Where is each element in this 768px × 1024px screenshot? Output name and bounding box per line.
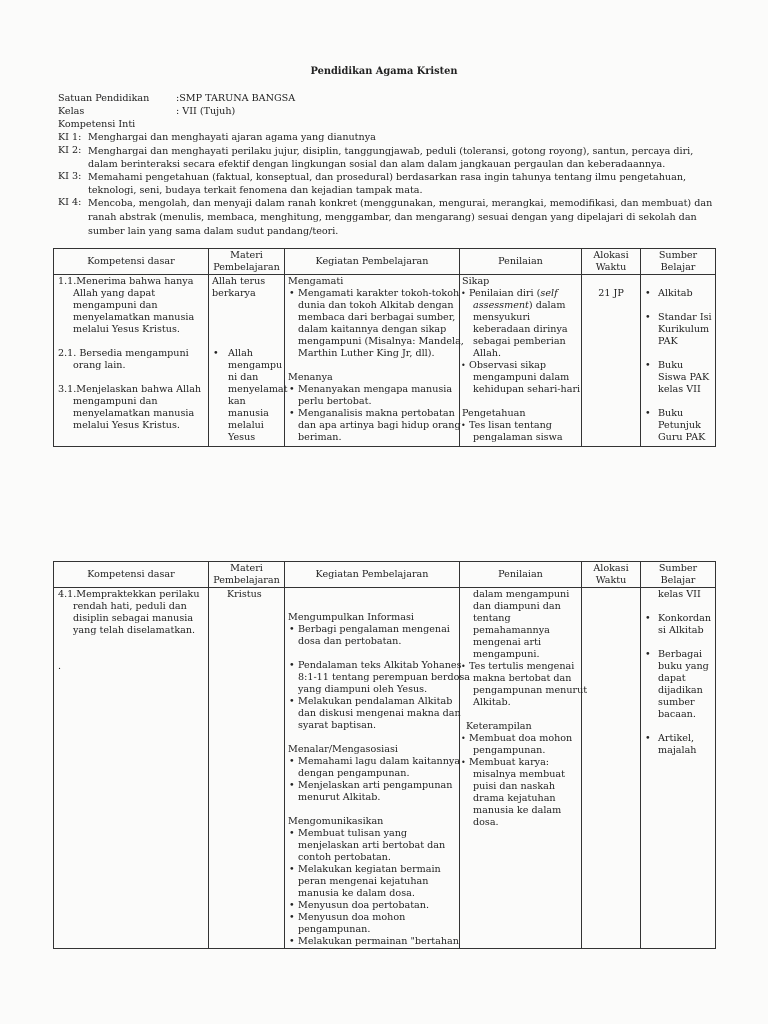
list-item: • Memahami lagu dalam kaitannya dengan pengampunan. bbox=[288, 756, 457, 780]
penilaian-cell: dalam mengampuni dan diampuni dan tentang pemahamannya mengenai arti mengampuni. • Tes tertulis mengenai makna bertobat dan pengampunan menurut Alkitab. Keterampilan • Membuat doa mohon pengampunan. • Membuat karya: misalnya membuat puisi dan naskah drama kejatuhan manusia ke dalam dosa. bbox=[460, 588, 582, 949]
ki-number: KI 3: bbox=[58, 171, 82, 182]
list-item: • Menyusun doa pertobatan. bbox=[288, 900, 457, 912]
kompetensi-dasar-cell: 1.1.Menerima bahwa hanya Allah yang dapat mengampuni dan menyelamatkan manusia melalui Yesus Kristus. 2.1. Bersedia mengampuni orang lain. 3.1.Menjelaskan bahwa Allah mengampuni dan menyelamatkan manusia melalui Yesus Kristus. bbox=[54, 275, 209, 447]
document-title: Pendidikan Agama Kristen bbox=[310, 66, 458, 77]
list-item: • Tes lisan tentang pengalaman siswa bbox=[462, 420, 579, 444]
list-item: • Berbagai buku yang dapat dijadikan sumber bacaan. bbox=[644, 649, 713, 721]
ki-number: KI 4: bbox=[58, 197, 82, 208]
ki-text-line: Memahami pengetahuan (faktual, konseptual, dan prosedural) berdasarkan rasa ingin tahunya tentang ilmu pengetahuan, bbox=[88, 172, 687, 183]
list-item: • Alkitab bbox=[644, 288, 713, 300]
sumber-cell bbox=[641, 275, 716, 447]
list-item: • Menyusun doa mohon pengampunan. bbox=[288, 912, 457, 936]
lesson-table-1 bbox=[53, 248, 716, 447]
ki-text-line: teknologi, seni, budaya terkait fenomena dan kejadian tampak mata. bbox=[88, 185, 423, 196]
list-item: • Observasi sikap mengampuni dalam kehidupan sehari-hari bbox=[462, 360, 579, 396]
list-item: • Berbagi pengalaman mengenai dosa dan pertobatan. bbox=[288, 624, 457, 648]
list-item: • Mengamati karakter tokoh-tokoh dunia dan tokoh Alkitab dengan membaca dari berbagai sumber, dalam kaitannya dengan sikap mengampuni (Misalnya: Mandela, Marthin Luther King Jr, dll). bbox=[288, 288, 457, 360]
ki-number: KI 2: bbox=[58, 145, 82, 156]
list-item: • Buku Siswa PAK kelas VII bbox=[644, 360, 713, 396]
satuan-pendidikan-value: :SMP TARUNA BANGSA bbox=[176, 93, 296, 104]
ki-text-line: dalam berinteraksi secara efektif dengan lingkungan sosial dan alam dalam jangkauan pergaulan dan keberadaannya. bbox=[88, 159, 666, 170]
list-item: • Melakukan pendalaman Alkitab dan diskusi mengenai makna dan syarat baptisan. bbox=[288, 696, 457, 732]
list-item: • Membuat tulisan yang menjelaskan arti bertobat dan contoh pertobatan. bbox=[288, 828, 457, 864]
kegiatan-cell: Mengumpulkan Informasi • Berbagi pengalaman mengenai dosa dan pertobatan. • Pendalaman teks Alkitab Yohanes 8:1-11 tentang perempuan berdosa yang diampuni oleh Yesus. • Melakukan pendalaman Alkitab dan diskusi mengenai makna dan syarat baptisan. Menalar/Mengasosiasi • Memahami lagu dalam kaitannya dengan pengampunan. • Menjelaskan arti pengampunan menurut Alkitab. Mengomunikasikan • Membuat tulisan yang menjelaskan arti bertobat dan contoh pertobatan. • Melakukan kegiatan bermain peran mengenai kejatuhan manusia ke dalam dosa. • Menyusun doa pertobatan. • Menyusun doa mohon pengampunan. • Melakukan permainan "bertahan bbox=[285, 588, 460, 949]
kegiatan-cell: Mengamati • Mengamati karakter tokoh-tokoh dunia dan tokoh Alkitab dengan membaca dari berbagai sumber, dalam kaitannya dengan sikap mengampuni (Misalnya: Mandela, Marthin Luther King Jr, dll). Menanya • Menanyakan mengapa manusia perlu bertobat. • Menganalisis makna pertobatan dan apa artinya bagi hidup orang beriman. bbox=[285, 275, 460, 447]
list-item: • Membuat doa mohon pengampunan. bbox=[462, 733, 579, 757]
alokasi-cell: 21 JP bbox=[582, 275, 641, 447]
header-materi: Materi Pembelajaran bbox=[209, 562, 285, 588]
header-kompetensi-dasar: Kompetensi dasar bbox=[54, 562, 209, 588]
ki-number: KI 1: bbox=[58, 132, 82, 143]
list-item: • Membuat karya: misalnya membuat puisi dan naskah drama kejatuhan manusia ke dalam dosa. bbox=[462, 757, 579, 829]
list-item: • Artikel, majalah bbox=[644, 733, 713, 757]
list-item: • Pendalaman teks Alkitab Yohanes 8:1-11 tentang perempuan berdosa yang diampuni oleh Yesus. bbox=[288, 660, 457, 696]
alokasi-cell bbox=[582, 588, 641, 949]
list-item: • Standar Isi Kurikulum PAK bbox=[644, 312, 713, 348]
header-materi: Materi Pembelajaran bbox=[209, 249, 285, 275]
list-item: • Menjelaskan arti pengampunan menurut Alkitab. bbox=[288, 780, 457, 804]
ki-text-line: sumber lain yang sama dalam sudut pandang/teori. bbox=[88, 226, 339, 237]
list-item: • Melakukan kegiatan bermain peran mengenai kejatuhan manusia ke dalam dosa. bbox=[288, 864, 457, 900]
list-item: • Allah mengampu ni dan menyelamat kan manusia melalui Yesus bbox=[212, 348, 282, 444]
list-item: • Penilaian diri (self assessment) dalam mensyukuri keberadaan dirinya sebagai pemberian Allah. bbox=[462, 288, 579, 360]
kompetensi-dasar-cell: 4.1.Mempraktekkan perilaku rendah hati, peduli dan disiplin sebagai manusia yang telah diselamatkan. . bbox=[54, 588, 209, 949]
header-alokasi: Alokasi Waktu bbox=[582, 249, 641, 275]
kelas-value: : VII (Tujuh) bbox=[176, 106, 236, 117]
kompetensi-inti-heading: Kompetensi Inti bbox=[58, 119, 136, 130]
header-penilaian: Penilaian bbox=[460, 249, 582, 275]
list-item: • Buku Petunjuk Guru PAK bbox=[644, 408, 713, 444]
list-item: • Menganalisis makna pertobatan dan apa artinya bagi hidup orang beriman. bbox=[288, 408, 457, 444]
ki-text-line: ranah abstrak (menulis, membaca, menghitung, menggambar, dan mengarang) sesuai dengan yang dipelajari di sekolah dan bbox=[88, 212, 697, 223]
ki-text-line: Menghargai dan menghayati perilaku jujur, disiplin, tanggungjawab, peduli (toleransi, gotong royong), santun, percaya diri, bbox=[88, 146, 694, 157]
ki-text-line: Mencoba, mengolah, dan menyaji dalam ranah konkret (menggunakan, mengurai, merangkai, memodifikasi, dan membuat) dan bbox=[88, 198, 713, 209]
header-kegiatan: Kegiatan Pembelajaran bbox=[285, 562, 460, 588]
lesson-table-2 bbox=[53, 561, 716, 949]
header-sumber: Sumber Belajar bbox=[641, 249, 716, 275]
sumber-cell: kelas VII • Konkordan si Alkitab • Berbagai buku yang dapat dijadikan sumber bacaan. • Artikel, majalah bbox=[641, 588, 716, 949]
materi-cell: Kristus bbox=[209, 588, 285, 949]
list-item: • Konkordan si Alkitab bbox=[644, 613, 713, 637]
satuan-pendidikan-label: Satuan Pendidikan bbox=[58, 93, 150, 104]
penilaian-cell: Sikap • Penilaian diri (self assessment) dalam mensyukuri keberadaan dirinya sebagai pemberian Allah. • Observasi sikap mengampuni dalam kehidupan sehari-hari Pengetahuan • Tes lisan tentang pengalaman siswa bbox=[460, 275, 582, 447]
header-alokasi: Alokasi Waktu bbox=[582, 562, 641, 588]
list-item: • Tes tertulis mengenai makna bertobat dan pengampunan menurut Alkitab. bbox=[462, 661, 579, 709]
header-kegiatan: Kegiatan Pembelajaran bbox=[285, 249, 460, 275]
kelas-label: Kelas bbox=[58, 106, 85, 117]
header-sumber: Sumber Belajar bbox=[641, 562, 716, 588]
header-penilaian: Penilaian bbox=[460, 562, 582, 588]
header-kompetensi-dasar: Kompetensi dasar bbox=[54, 249, 209, 275]
materi-cell: Allah terus berkarya • Allah mengampu ni dan menyelamat kan manusia melalui Yesus bbox=[209, 275, 285, 447]
list-item: • Menanyakan mengapa manusia perlu bertobat. bbox=[288, 384, 457, 408]
ki-text-line: Menghargai dan menghayati ajaran agama yang dianutnya bbox=[88, 132, 376, 143]
list-item: • Melakukan permainan "bertahan bbox=[288, 936, 457, 948]
